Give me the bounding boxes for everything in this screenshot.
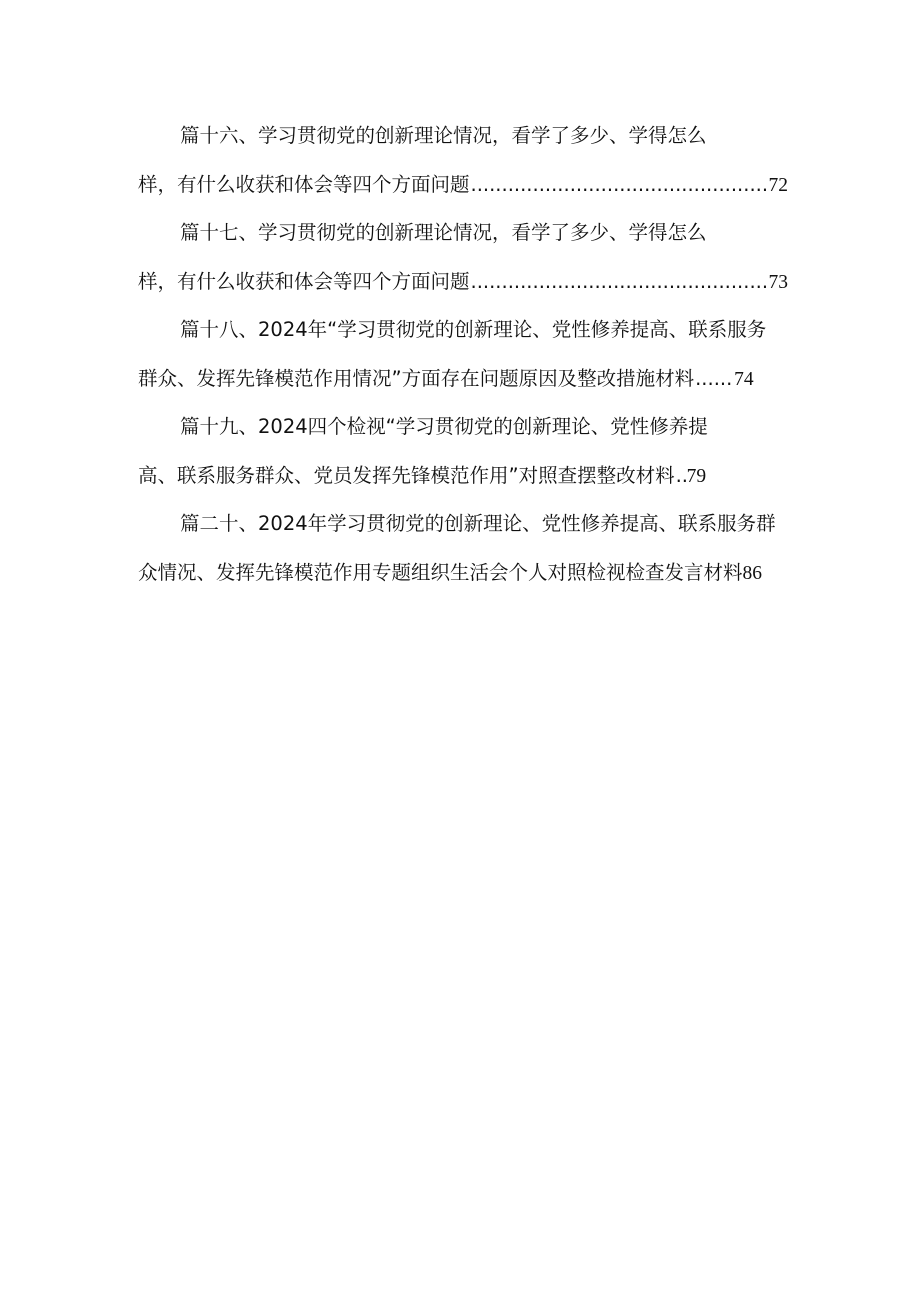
toc-entry-title-text: 样，有什么收获和体会等四个方面问题: [138, 269, 470, 293]
dot-leader: [471, 161, 768, 210]
toc-entry-17[interactable]: [138, 209, 788, 306]
toc-entry-title-line1: [138, 209, 788, 258]
toc-entry-title-text: 样，有什么收获和体会等四个方面问题: [138, 172, 470, 196]
toc-entry-16[interactable]: [138, 112, 788, 209]
page-number: 73: [768, 271, 788, 293]
page-number: 79: [686, 465, 707, 487]
table-of-contents: [138, 112, 788, 597]
toc-entry-title-line2: [138, 355, 788, 404]
toc-entry-title-line1: [138, 306, 788, 355]
dot-leader: [676, 452, 686, 501]
dot-leader: [471, 258, 768, 307]
toc-entry-title-line2: [138, 452, 788, 501]
toc-entry-title-text: 篇十九、2024四个检视“学习贯彻党的创新理论、党性修养提: [180, 415, 708, 438]
toc-entry-title-line1: [138, 112, 788, 161]
toc-entry-title-text: 众情况、发挥先锋模范作用专题组织生活会个人对照检视检查发言材料: [138, 560, 743, 584]
toc-entry-19[interactable]: [138, 403, 788, 500]
toc-entry-title-line2: [138, 549, 788, 598]
page-number: 74: [734, 368, 754, 390]
toc-entry-title-line1: [138, 500, 788, 549]
toc-entry-title-text: 篇十八、2024年“学习贯彻党的创新理论、党性修养提高、联系服务: [180, 318, 767, 341]
toc-entry-title-line2: [138, 258, 788, 307]
page-number: 72: [768, 174, 788, 196]
toc-entry-title-text: 篇十七、学习贯彻党的创新理论情况，看学了多少、学得怎么: [180, 221, 707, 244]
toc-entry-title-text: 篇十六、学习贯彻党的创新理论情况，看学了多少、学得怎么: [180, 124, 707, 147]
page-number: 86: [742, 562, 763, 584]
toc-entry-title-text: 群众、发挥先锋模范作用情况”方面存在问题原因及整改措施材料: [138, 366, 695, 390]
toc-entry-title-line2: [138, 161, 788, 210]
toc-entry-18[interactable]: [138, 306, 788, 403]
toc-entry-20[interactable]: [138, 500, 788, 597]
toc-entry-title-text: 篇二十、2024年学习贯彻党的创新理论、党性修养提高、联系服务群: [180, 512, 776, 535]
toc-entry-title-line1: [138, 403, 788, 452]
toc-entry-title-text: 高、联系服务群众、党员发挥先锋模范作用”对照查摆整改材料: [138, 463, 675, 487]
dot-leader: [695, 355, 733, 404]
